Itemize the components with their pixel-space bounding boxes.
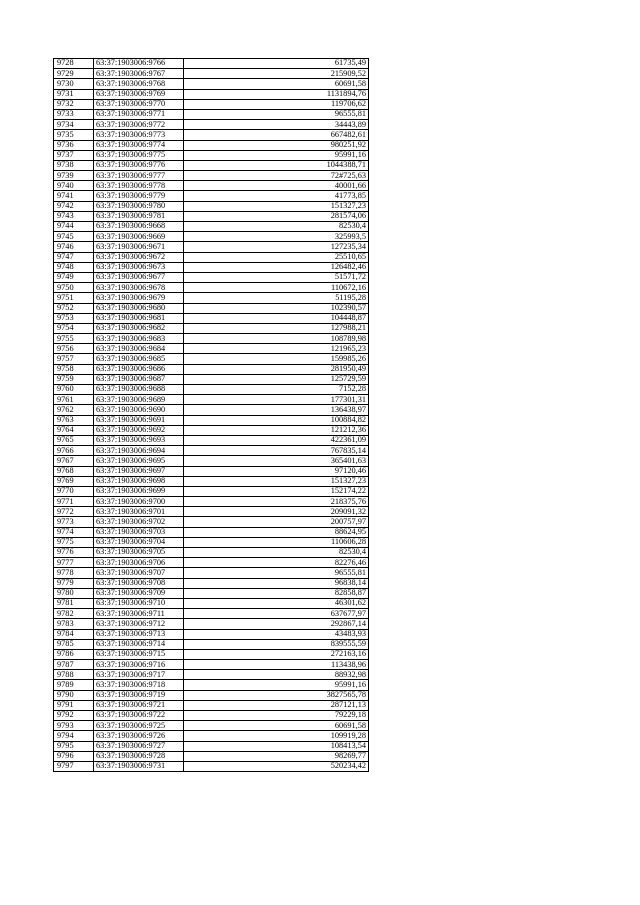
cadastral-number-cell: 63:37:1903006:9707 xyxy=(94,568,184,578)
row-number-cell: 9736 xyxy=(54,140,94,150)
cadastral-value-cell: 25510,65 xyxy=(184,252,369,262)
row-number-cell: 9752 xyxy=(54,303,94,313)
cadastral-value-cell: 82858,87 xyxy=(184,588,369,598)
cadastral-value-cell: 119706,62 xyxy=(184,99,369,109)
cadastral-number-cell: 63:37:1903006:9721 xyxy=(94,700,184,710)
row-number-cell: 9794 xyxy=(54,731,94,741)
table-row xyxy=(54,272,369,282)
cadastral-number-cell: 63:37:1903006:9694 xyxy=(94,446,184,456)
table-row xyxy=(54,171,369,181)
cadastral-value-cell: 104448,87 xyxy=(184,313,369,323)
cadastral-number-cell: 63:37:1903006:9781 xyxy=(94,211,184,221)
cadastral-value-cell: 125729,59 xyxy=(184,374,369,384)
table-row xyxy=(54,181,369,191)
row-number-cell: 9733 xyxy=(54,109,94,119)
row-number-cell: 9764 xyxy=(54,425,94,435)
cadastral-value-cell: 72#725,63 xyxy=(184,171,369,181)
cadastral-value-cell: 520234,42 xyxy=(184,761,369,771)
cadastral-value-cell: 152174,22 xyxy=(184,486,369,496)
cadastral-number-cell: 63:37:1903006:9714 xyxy=(94,639,184,649)
table-row xyxy=(54,334,369,344)
row-number-cell: 9779 xyxy=(54,578,94,588)
table-row xyxy=(54,222,369,232)
cadastral-number-cell: 63:37:1903006:9780 xyxy=(94,201,184,211)
cadastral-number-cell: 63:37:1903006:9680 xyxy=(94,303,184,313)
cadastral-number-cell: 63:37:1903006:9699 xyxy=(94,486,184,496)
cadastral-number-cell: 63:37:1903006:9768 xyxy=(94,79,184,89)
table-row xyxy=(54,486,369,496)
cadastral-value-cell: 215909,52 xyxy=(184,69,369,79)
row-number-cell: 9748 xyxy=(54,262,94,272)
cadastral-value-cell: 1131894,76 xyxy=(184,89,369,99)
table-row xyxy=(54,283,369,293)
cadastral-number-cell: 63:37:1903006:9717 xyxy=(94,670,184,680)
cadastral-value-cell: 281950,49 xyxy=(184,364,369,374)
row-number-cell: 9741 xyxy=(54,191,94,201)
table-row xyxy=(54,670,369,680)
table-row xyxy=(54,751,369,761)
cadastral-value-cell: 209091,32 xyxy=(184,507,369,517)
cadastral-value-cell: 82530,4 xyxy=(184,222,369,232)
table-row xyxy=(54,160,369,170)
table-row xyxy=(54,435,369,445)
row-number-cell: 9754 xyxy=(54,323,94,333)
cadastral-number-cell: 63:37:1903006:9775 xyxy=(94,150,184,160)
cadastral-number-cell: 63:37:1903006:9679 xyxy=(94,293,184,303)
table-row xyxy=(54,527,369,537)
table-row xyxy=(54,252,369,262)
row-number-cell: 9738 xyxy=(54,160,94,170)
row-number-cell: 9775 xyxy=(54,537,94,547)
cadastral-value-cell: 126482,46 xyxy=(184,262,369,272)
cadastral-number-cell: 63:37:1903006:9710 xyxy=(94,598,184,608)
cadastral-number-cell: 63:37:1903006:9726 xyxy=(94,731,184,741)
row-number-cell: 9749 xyxy=(54,272,94,282)
row-number-cell: 9777 xyxy=(54,558,94,568)
cadastral-value-cell: 127235,34 xyxy=(184,242,369,252)
table-row xyxy=(54,303,369,313)
row-number-cell: 9742 xyxy=(54,201,94,211)
row-number-cell: 9743 xyxy=(54,211,94,221)
table-row xyxy=(54,374,369,384)
row-number-cell: 9758 xyxy=(54,364,94,374)
cadastral-number-cell: 63:37:1903006:9772 xyxy=(94,120,184,130)
table-row xyxy=(54,466,369,476)
cadastral-number-cell: 63:37:1903006:9727 xyxy=(94,741,184,751)
cadastral-number-cell: 63:37:1903006:9700 xyxy=(94,497,184,507)
cadastral-number-cell: 63:37:1903006:9770 xyxy=(94,99,184,109)
row-number-cell: 9772 xyxy=(54,507,94,517)
table-row xyxy=(54,507,369,517)
row-number-cell: 9771 xyxy=(54,497,94,507)
cadastral-number-cell: 63:37:1903006:9698 xyxy=(94,476,184,486)
cadastral-value-cell: 667482,61 xyxy=(184,130,369,140)
table-row xyxy=(54,354,369,364)
row-number-cell: 9786 xyxy=(54,649,94,659)
cadastral-number-cell: 63:37:1903006:9692 xyxy=(94,425,184,435)
row-number-cell: 9787 xyxy=(54,660,94,670)
cadastral-number-cell: 63:37:1903006:9668 xyxy=(94,222,184,232)
row-number-cell: 9759 xyxy=(54,374,94,384)
table-row xyxy=(54,476,369,486)
cadastral-number-cell: 63:37:1903006:9704 xyxy=(94,537,184,547)
cadastral-value-cell: 43483,93 xyxy=(184,629,369,639)
cadastral-value-cell: 110606,28 xyxy=(184,537,369,547)
cadastral-number-cell: 63:37:1903006:9779 xyxy=(94,191,184,201)
cadastral-number-cell: 63:37:1903006:9672 xyxy=(94,252,184,262)
table-row xyxy=(54,741,369,751)
row-number-cell: 9778 xyxy=(54,568,94,578)
cadastral-value-cell: 46301,62 xyxy=(184,598,369,608)
cadastral-value-cell: 1044388,71 xyxy=(184,160,369,170)
row-number-cell: 9734 xyxy=(54,120,94,130)
table-row xyxy=(54,385,369,395)
cadastral-value-cell: 88624,95 xyxy=(184,527,369,537)
row-number-cell: 9782 xyxy=(54,609,94,619)
cadastral-value-cell: 96555,81 xyxy=(184,109,369,119)
table-row xyxy=(54,344,369,354)
row-number-cell: 9766 xyxy=(54,446,94,456)
cadastral-value-cell: 218375,76 xyxy=(184,497,369,507)
table-row xyxy=(54,721,369,731)
row-number-cell: 9770 xyxy=(54,486,94,496)
row-number-cell: 9735 xyxy=(54,130,94,140)
cadastral-value-cell: 127988,21 xyxy=(184,323,369,333)
cadastral-number-cell: 63:37:1903006:9769 xyxy=(94,89,184,99)
cadastral-number-cell: 63:37:1903006:9681 xyxy=(94,313,184,323)
cadastral-number-cell: 63:37:1903006:9673 xyxy=(94,262,184,272)
cadastral-value-cell: 88932,98 xyxy=(184,670,369,680)
table-body xyxy=(54,59,369,772)
table-row xyxy=(54,761,369,771)
cadastral-number-cell: 63:37:1903006:9722 xyxy=(94,711,184,721)
cadastral-value-cell: 102390,57 xyxy=(184,303,369,313)
cadastral-value-cell: 980251,92 xyxy=(184,140,369,150)
cadastral-number-cell: 63:37:1903006:9767 xyxy=(94,69,184,79)
table-row xyxy=(54,446,369,456)
row-number-cell: 9792 xyxy=(54,711,94,721)
table-row xyxy=(54,629,369,639)
cadastral-number-cell: 63:37:1903006:9731 xyxy=(94,761,184,771)
table-row xyxy=(54,700,369,710)
table-row xyxy=(54,109,369,119)
cadastral-number-cell: 63:37:1903006:9766 xyxy=(94,59,184,69)
cadastral-value-cell: 82276,46 xyxy=(184,558,369,568)
cadastral-number-cell: 63:37:1903006:9703 xyxy=(94,527,184,537)
row-number-cell: 9760 xyxy=(54,385,94,395)
row-number-cell: 9790 xyxy=(54,690,94,700)
row-number-cell: 9739 xyxy=(54,171,94,181)
cadastral-value-cell: 96555,81 xyxy=(184,568,369,578)
cadastral-number-cell: 63:37:1903006:9697 xyxy=(94,466,184,476)
cadastral-number-cell: 63:37:1903006:9719 xyxy=(94,690,184,700)
cadastral-value-cell: 109919,28 xyxy=(184,731,369,741)
cadastral-value-cell: 422361,09 xyxy=(184,435,369,445)
row-number-cell: 9784 xyxy=(54,629,94,639)
cadastral-value-cell: 200757,97 xyxy=(184,517,369,527)
cadastral-number-cell: 63:37:1903006:9706 xyxy=(94,558,184,568)
cadastral-value-cell: 839555,59 xyxy=(184,639,369,649)
cadastral-number-cell: 63:37:1903006:9702 xyxy=(94,517,184,527)
table-row xyxy=(54,558,369,568)
row-number-cell: 9776 xyxy=(54,548,94,558)
row-number-cell: 9756 xyxy=(54,344,94,354)
row-number-cell: 9767 xyxy=(54,456,94,466)
cadastral-value-cell: 60691,58 xyxy=(184,79,369,89)
row-number-cell: 9781 xyxy=(54,598,94,608)
row-number-cell: 9765 xyxy=(54,435,94,445)
table-row xyxy=(54,660,369,670)
cadastral-number-cell: 63:37:1903006:9693 xyxy=(94,435,184,445)
cadastral-value-cell: 96838,14 xyxy=(184,578,369,588)
table-row xyxy=(54,415,369,425)
cadastral-value-cell: 3827565,78 xyxy=(184,690,369,700)
table-row xyxy=(54,537,369,547)
row-number-cell: 9796 xyxy=(54,751,94,761)
row-number-cell: 9774 xyxy=(54,527,94,537)
cadastral-number-cell: 63:37:1903006:9713 xyxy=(94,629,184,639)
table-row xyxy=(54,517,369,527)
cadastral-number-cell: 63:37:1903006:9776 xyxy=(94,160,184,170)
cadastral-value-cell: 287121,13 xyxy=(184,700,369,710)
table-row xyxy=(54,497,369,507)
table-row xyxy=(54,59,369,69)
row-number-cell: 9746 xyxy=(54,242,94,252)
table-row xyxy=(54,548,369,558)
table-row xyxy=(54,79,369,89)
row-number-cell: 9753 xyxy=(54,313,94,323)
cadastral-value-cell: 272163,16 xyxy=(184,649,369,659)
row-number-cell: 9769 xyxy=(54,476,94,486)
cadastral-number-cell: 63:37:1903006:9669 xyxy=(94,232,184,242)
table-row xyxy=(54,211,369,221)
cadastral-value-cell: 281574,06 xyxy=(184,211,369,221)
cadastral-value-cell: 121965,23 xyxy=(184,344,369,354)
table-row xyxy=(54,568,369,578)
cadastral-number-cell: 63:37:1903006:9701 xyxy=(94,507,184,517)
table-row xyxy=(54,680,369,690)
cadastral-number-cell: 63:37:1903006:9777 xyxy=(94,171,184,181)
row-number-cell: 9740 xyxy=(54,181,94,191)
cadastral-value-cell: 41773,85 xyxy=(184,191,369,201)
row-number-cell: 9789 xyxy=(54,680,94,690)
cadastral-value-cell: 7152,28 xyxy=(184,385,369,395)
table-row xyxy=(54,619,369,629)
cadastral-value-cell: 136438,97 xyxy=(184,405,369,415)
table-row xyxy=(54,578,369,588)
table-row xyxy=(54,201,369,211)
table-row xyxy=(54,313,369,323)
cadastral-number-cell: 63:37:1903006:9711 xyxy=(94,609,184,619)
cadastral-value-cell: 151327,23 xyxy=(184,201,369,211)
row-number-cell: 9730 xyxy=(54,79,94,89)
cadastral-number-cell: 63:37:1903006:9683 xyxy=(94,334,184,344)
row-number-cell: 9793 xyxy=(54,721,94,731)
cadastral-number-cell: 63:37:1903006:9774 xyxy=(94,140,184,150)
cadastral-value-cell: 34443,89 xyxy=(184,120,369,130)
table-row xyxy=(54,609,369,619)
table-row xyxy=(54,69,369,79)
cadastral-value-table xyxy=(53,58,369,772)
cadastral-value-cell: 40001,66 xyxy=(184,181,369,191)
row-number-cell: 9780 xyxy=(54,588,94,598)
cadastral-value-cell: 325993,5 xyxy=(184,232,369,242)
cadastral-value-cell: 61735,49 xyxy=(184,59,369,69)
cadastral-value-cell: 82530,4 xyxy=(184,548,369,558)
cadastral-number-cell: 63:37:1903006:9712 xyxy=(94,619,184,629)
cadastral-number-cell: 63:37:1903006:9716 xyxy=(94,660,184,670)
row-number-cell: 9763 xyxy=(54,415,94,425)
cadastral-value-cell: 51571,72 xyxy=(184,272,369,282)
cadastral-value-cell: 79229,18 xyxy=(184,711,369,721)
table-row xyxy=(54,588,369,598)
cadastral-value-cell: 110672,16 xyxy=(184,283,369,293)
row-number-cell: 9797 xyxy=(54,761,94,771)
table-row xyxy=(54,89,369,99)
cadastral-value-cell: 767835,14 xyxy=(184,446,369,456)
cadastral-number-cell: 63:37:1903006:9671 xyxy=(94,242,184,252)
cadastral-number-cell: 63:37:1903006:9677 xyxy=(94,272,184,282)
cadastral-value-cell: 108789,98 xyxy=(184,334,369,344)
cadastral-number-cell: 63:37:1903006:9773 xyxy=(94,130,184,140)
table-row xyxy=(54,130,369,140)
cadastral-number-cell: 63:37:1903006:9686 xyxy=(94,364,184,374)
row-number-cell: 9751 xyxy=(54,293,94,303)
row-number-cell: 9762 xyxy=(54,405,94,415)
table-row xyxy=(54,425,369,435)
cadastral-value-cell: 97120,46 xyxy=(184,466,369,476)
table-row xyxy=(54,232,369,242)
table-row xyxy=(54,99,369,109)
cadastral-number-cell: 63:37:1903006:9778 xyxy=(94,181,184,191)
cadastral-value-cell: 637677,97 xyxy=(184,609,369,619)
table-row xyxy=(54,405,369,415)
table-row xyxy=(54,140,369,150)
table-row xyxy=(54,293,369,303)
cadastral-number-cell: 63:37:1903006:9685 xyxy=(94,354,184,364)
row-number-cell: 9755 xyxy=(54,334,94,344)
cadastral-number-cell: 63:37:1903006:9682 xyxy=(94,323,184,333)
cadastral-value-cell: 121212,36 xyxy=(184,425,369,435)
cadastral-value-cell: 98269,77 xyxy=(184,751,369,761)
row-number-cell: 9728 xyxy=(54,59,94,69)
row-number-cell: 9791 xyxy=(54,700,94,710)
row-number-cell: 9731 xyxy=(54,89,94,99)
cadastral-value-cell: 51195,28 xyxy=(184,293,369,303)
row-number-cell: 9737 xyxy=(54,150,94,160)
cadastral-number-cell: 63:37:1903006:9715 xyxy=(94,649,184,659)
table-row xyxy=(54,598,369,608)
row-number-cell: 9795 xyxy=(54,741,94,751)
cadastral-number-cell: 63:37:1903006:9718 xyxy=(94,680,184,690)
table-row xyxy=(54,242,369,252)
cadastral-number-cell: 63:37:1903006:9689 xyxy=(94,395,184,405)
cadastral-number-cell: 63:37:1903006:9691 xyxy=(94,415,184,425)
cadastral-number-cell: 63:37:1903006:9684 xyxy=(94,344,184,354)
table-row xyxy=(54,456,369,466)
cadastral-number-cell: 63:37:1903006:9695 xyxy=(94,456,184,466)
table-row xyxy=(54,120,369,130)
cadastral-value-cell: 95991,16 xyxy=(184,150,369,160)
table-row xyxy=(54,711,369,721)
cadastral-value-cell: 100884,82 xyxy=(184,415,369,425)
cadastral-number-cell: 63:37:1903006:9690 xyxy=(94,405,184,415)
row-number-cell: 9732 xyxy=(54,99,94,109)
cadastral-value-cell: 177301,31 xyxy=(184,395,369,405)
table-row xyxy=(54,690,369,700)
cadastral-number-cell: 63:37:1903006:9728 xyxy=(94,751,184,761)
cadastral-value-cell: 113438,96 xyxy=(184,660,369,670)
cadastral-value-cell: 292867,14 xyxy=(184,619,369,629)
row-number-cell: 9757 xyxy=(54,354,94,364)
table-row xyxy=(54,262,369,272)
cadastral-number-cell: 63:37:1903006:9771 xyxy=(94,109,184,119)
table-row xyxy=(54,731,369,741)
table-row xyxy=(54,191,369,201)
table-row xyxy=(54,323,369,333)
table-row xyxy=(54,395,369,405)
row-number-cell: 9745 xyxy=(54,232,94,242)
row-number-cell: 9768 xyxy=(54,466,94,476)
cadastral-value-cell: 108413,54 xyxy=(184,741,369,751)
row-number-cell: 9747 xyxy=(54,252,94,262)
cadastral-number-cell: 63:37:1903006:9678 xyxy=(94,283,184,293)
cadastral-number-cell: 63:37:1903006:9709 xyxy=(94,588,184,598)
cadastral-number-cell: 63:37:1903006:9725 xyxy=(94,721,184,731)
row-number-cell: 9788 xyxy=(54,670,94,680)
cadastral-number-cell: 63:37:1903006:9688 xyxy=(94,385,184,395)
row-number-cell: 9783 xyxy=(54,619,94,629)
cadastral-value-cell: 60691,58 xyxy=(184,721,369,731)
row-number-cell: 9785 xyxy=(54,639,94,649)
table-row xyxy=(54,639,369,649)
cadastral-value-cell: 159985,26 xyxy=(184,354,369,364)
table-row xyxy=(54,649,369,659)
table-row xyxy=(54,364,369,374)
cadastral-value-cell: 365401,63 xyxy=(184,456,369,466)
row-number-cell: 9729 xyxy=(54,69,94,79)
cadastral-value-cell: 95991,16 xyxy=(184,680,369,690)
table-row xyxy=(54,150,369,160)
cadastral-value-cell: 151327,23 xyxy=(184,476,369,486)
row-number-cell: 9744 xyxy=(54,222,94,232)
cadastral-number-cell: 63:37:1903006:9705 xyxy=(94,548,184,558)
row-number-cell: 9761 xyxy=(54,395,94,405)
row-number-cell: 9773 xyxy=(54,517,94,527)
cadastral-number-cell: 63:37:1903006:9708 xyxy=(94,578,184,588)
row-number-cell: 9750 xyxy=(54,283,94,293)
cadastral-number-cell: 63:37:1903006:9687 xyxy=(94,374,184,384)
